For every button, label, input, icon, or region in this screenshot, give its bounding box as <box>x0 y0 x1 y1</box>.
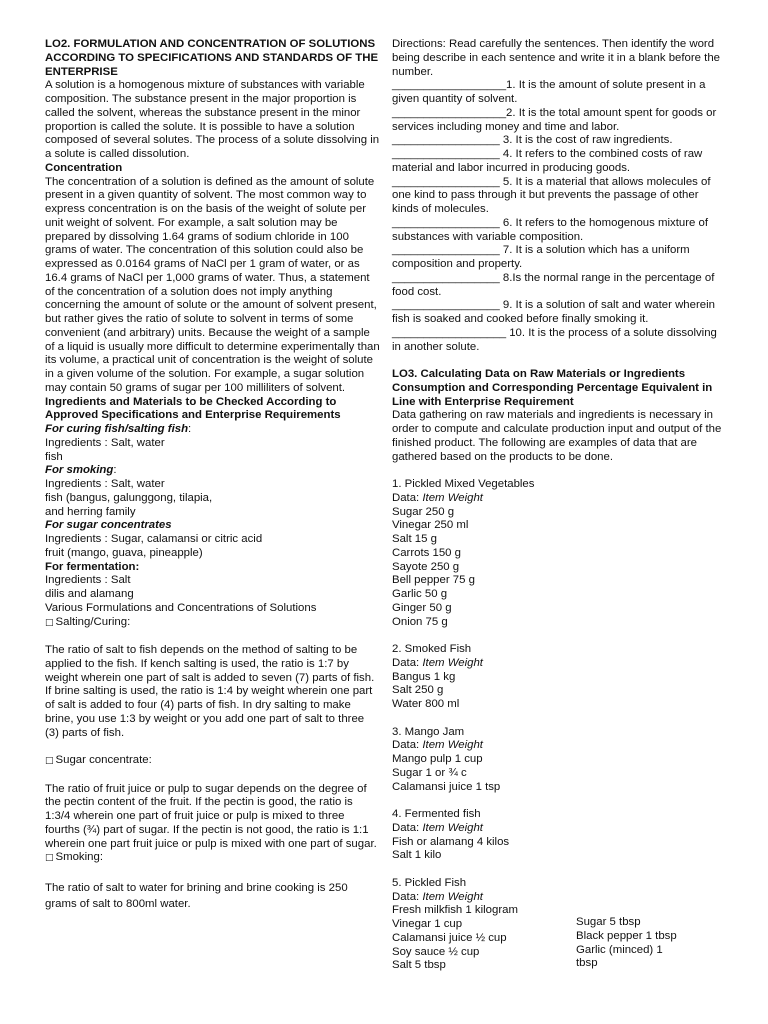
salting-label: Salting/Curing: <box>55 615 131 628</box>
quiz-items <box>392 79 727 354</box>
recipe-item: Calamansi juice ½ cup <box>392 931 507 944</box>
data-label: Item Weight <box>422 821 483 834</box>
recipe-title: 2. Smoked Fish <box>392 643 472 655</box>
quiz-item: __________________2. It is the total amount spent for goods or services including money and time and labor. <box>392 106 717 133</box>
recipe-item: Garlic 50 g <box>392 588 448 600</box>
directions-paragraph: Directions: Read carefully the sentences. Then identify the word being describe in each sentence and write it in a blank before the number. <box>392 38 721 78</box>
recipe-item: Carrots 150 g <box>392 546 462 559</box>
quiz-item: __________________1. It is the amount of solute present in a given quantity of solvent. <box>392 79 706 105</box>
lo3-heading: LO3. Calculating Data on Raw Materials or Ingredients Consumption and Corresponding Percentage Equivalent in Line with Enterprise Requirement <box>392 368 713 408</box>
curing-line-2: fish <box>45 450 63 463</box>
smoking2-paragraph: The ratio of salt to water for brining and brine cooking is 250 grams of salt to 800ml water. <box>45 881 348 910</box>
smoking-line-2: fish (bangus, galunggong, tilapia, <box>45 491 213 504</box>
smoking2-label-line <box>45 851 380 866</box>
ferment-label: For fermentation: <box>45 560 140 573</box>
data-label: Item Weight <box>422 491 483 504</box>
recipe-block <box>392 478 727 629</box>
recipe-title: 1. Pickled Mixed Vegetables <box>392 478 535 490</box>
bullet-box-icon: □ <box>45 756 54 766</box>
sugarconc-label: Sugar concentrate: <box>55 754 152 766</box>
recipe-item: Sayote 250 g <box>392 560 460 573</box>
quiz-item: __________________ 10. It is the process of a solute dissolving in another solute. <box>392 326 717 353</box>
recipe-item: Salt 15 g <box>392 533 437 545</box>
smoking-line-3: and herring family <box>45 505 136 518</box>
smoking2-label: Smoking: <box>55 851 103 864</box>
recipe-data-line <box>392 739 727 753</box>
recipe-data-line <box>392 891 727 905</box>
sugar-line-2: fruit (mango, guava, pineapple) <box>45 546 203 559</box>
curing-line-1: Ingredients : Salt, water <box>45 436 165 449</box>
recipe-title: 4. Fermented fish <box>392 808 481 820</box>
recipe-item: Sugar 250 g <box>392 505 455 518</box>
recipe-item: Fresh milkfish 1 kilogram <box>392 904 518 917</box>
smoking-colon: : <box>113 464 117 477</box>
recipe-item: Vinegar 250 ml <box>392 519 469 532</box>
recipe-item: Sugar 1 or ¾ c <box>392 766 467 779</box>
lo2-heading: LO2. FORMULATION AND CONCENTRATION OF SOLUTIONS ACCORDING TO SPECIFICATIONS AND STANDARDS OF THE ENTERPRISE <box>45 38 379 78</box>
recipe-block <box>392 643 727 712</box>
curing-label-line <box>45 423 380 437</box>
recipe-item: Salt 250 g <box>392 684 444 697</box>
recipe-item: Mango pulp 1 cup <box>392 753 483 765</box>
recipe-item: Salt 1 kilo <box>392 849 442 862</box>
quiz-item: _________________ 7. It is a solution which has a uniform composition and property. <box>392 244 690 270</box>
recipe-title: 5. Pickled Fish <box>392 876 467 889</box>
concentration-paragraph: The concentration of a solution is defined as the amount of solute present in a given quantity of solvent. The most common way to express concentration is on the basis of the weight of solute per unit weight of solvent. For example, a salt solution may be prepared by dissolving 1.64 grams of sodium chloride in 100 grams of water. The concentration of this solution could also be expressed as 0.0164 grams of NaCl per 1 gram of water, or as 16.4 grams of NaCl per 1,000 grams of water. Thus, a statement of the concentration of a solution does not imply anything concerning the amount of solute or the amount of solvent present, but rather gives the ratio of solute to solvent in terms of some convenient (and arbitrary) units. Because the weight of a sample of a liquid is usually more difficult to determine experimentally than its volume, a practical unit of concentration is the weight of solute in a given volume of the solution. For example, a sugar solution may contain 50 grams of sugar per 100 milliliters of solvent. <box>45 175 380 394</box>
ferment-line-1: Ingredients : Salt <box>45 574 131 587</box>
curing-label: For curing fish/salting fish <box>45 423 189 435</box>
right-column <box>392 38 727 973</box>
recipe-block <box>392 808 727 863</box>
sugarconc-label-line <box>45 754 380 769</box>
recipe-item: Calamansi juice 1 tsp <box>392 780 501 793</box>
data-prefix: Data: <box>392 821 423 834</box>
salting-label-line <box>45 616 380 631</box>
recipe-item: Bell pepper 75 g <box>392 574 475 587</box>
quiz-item: _________________ 9. It is a solution of salt and water wherein fish is soaked and cooked before finally smoking it. <box>392 299 715 325</box>
data-label: Item Weight <box>422 656 483 669</box>
intro-paragraph: A solution is a homogenous mixture of substances with variable composition. The substance present in the major proportion is called the solvent, whereas the substance present in the minor proportion is called the solute. It is possible to have a solution composed of several solutes. The process of a solute dissolving in a solute is called dissolution. <box>45 79 380 160</box>
recipe-item: Salt 5 tbsp <box>392 959 446 972</box>
ingredients-heading: Ingredients and Materials to be Checked According to Approved Specifications and Enterprise Requirements <box>45 395 341 422</box>
sugarconc-paragraph: The ratio of fruit juice or pulp to sugar depends on the degree of the pectin content of the fruit. If the pectin is good, the ratio is 1:3/4 wherein one part of fruit juice or pulp is mixed to three fourths (¾) part of sugar. If the pectin is not good, the ratio is 1:1 wherein one part fruit juice or pulp is mixed with one part of sugar. <box>45 782 377 850</box>
curing-colon: : <box>188 423 192 435</box>
recipe-data-line <box>392 492 727 506</box>
recipe-item: Onion 75 g <box>392 615 448 628</box>
recipe-item: Soy sauce ½ cup <box>392 945 480 958</box>
concentration-heading: Concentration <box>45 161 123 174</box>
sugar-line-1: Ingredients : Sugar, calamansi or citric acid <box>45 533 263 545</box>
recipe-title: 3. Mango Jam <box>392 725 465 738</box>
left-column <box>45 38 380 912</box>
smoking-label: For smoking <box>45 464 114 477</box>
quiz-item: _________________ 6. It refers to the homogenous mixture of substances with variable composition. <box>392 216 708 243</box>
quiz-item: _________________ 4. It refers to the combined costs of raw material and labor incurred in producing goods. <box>392 148 703 174</box>
quiz-item: _________________ 5. It is a material that allows molecules of one kind to pass through it but prevents the passage of other kinds of molecules. <box>392 175 711 215</box>
recipe-data-line <box>392 657 727 671</box>
recipe-item: Vinegar 1 cup <box>392 918 463 930</box>
sugar-label: For sugar concentrates <box>45 519 172 532</box>
side-item: Sugar 5 tbsp <box>576 916 641 928</box>
data-prefix: Data: <box>392 491 423 504</box>
side-item: Black pepper 1 tbsp <box>576 929 677 942</box>
bullet-box-icon: □ <box>45 853 54 864</box>
data-label: Item Weight <box>422 890 483 903</box>
data-prefix: Data: <box>392 890 423 903</box>
smoking-line-1: Ingredients : Salt, water <box>45 478 165 490</box>
side-item: Garlic (minced) 1 <box>576 943 663 956</box>
ferment-line-2: dilis and alamang <box>45 588 134 600</box>
pickled-fish-side-list <box>576 916 696 971</box>
recipe-item: Bangus 1 kg <box>392 670 456 683</box>
various-line: Various Formulations and Concentrations of Solutions <box>45 601 317 614</box>
quiz-item: _________________ 3. It is the cost of raw ingredients. <box>392 134 673 147</box>
salting-paragraph: The ratio of salt to fish depends on the method of salting to be applied to the fish. If kench salting is used, the ratio is 1:7 by weight wherein one part of salt is added to seven (7) parts of fish. If brine salting is used, the ratio is 1:4 by weight wherein one part of salt is added to four (4) parts of fish. In dry salting to make brine, you use 1:3 by weight or you add one part of salt to three (3) parts of fish. <box>45 644 375 739</box>
bullet-box-icon: □ <box>45 617 54 628</box>
data-prefix: Data: <box>392 656 423 669</box>
lo3-paragraph: Data gathering on raw materials and ingredients is necessary in order to compute and calculate production input and output of the finished product. The following are examples of data that are gathered based on the products to be done. <box>392 409 722 463</box>
recipe-data-line <box>392 822 727 836</box>
quiz-item: _________________ 8.Is the normal range in the percentage of food cost. <box>392 271 715 298</box>
side-item: tbsp <box>576 957 598 970</box>
recipe-item: Ginger 50 g <box>392 601 452 614</box>
data-label: Item Weight <box>422 739 483 752</box>
smoking-label-line <box>45 464 380 478</box>
recipe-block <box>392 726 727 795</box>
recipe-item: Fish or alamang 4 kilos <box>392 835 510 848</box>
data-prefix: Data: <box>392 739 423 752</box>
recipe-item: Water 800 ml <box>392 698 460 710</box>
